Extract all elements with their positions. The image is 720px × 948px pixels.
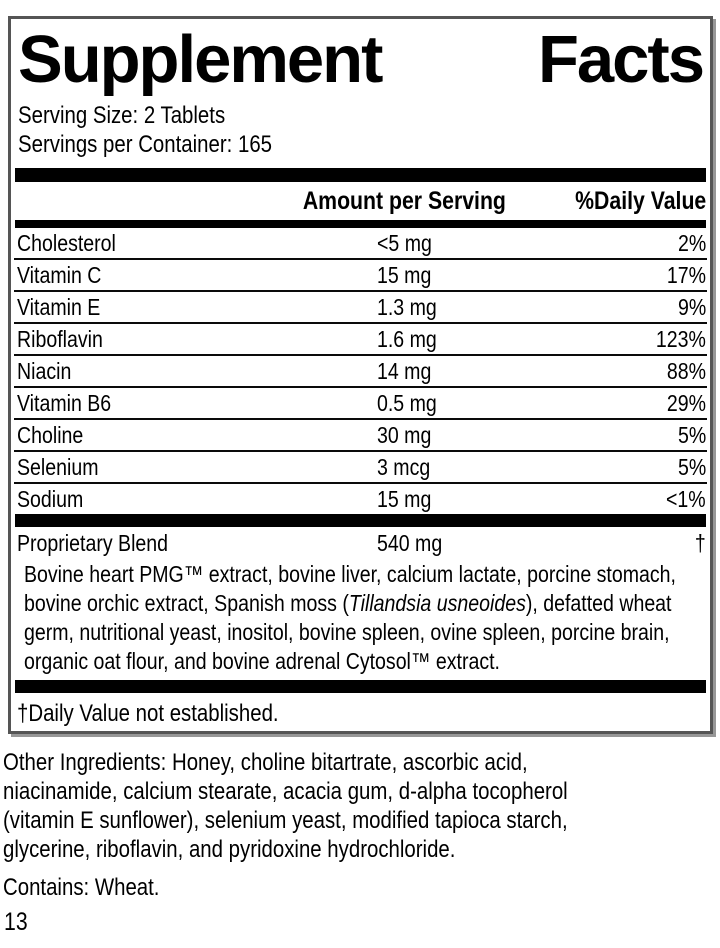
nutrient-table: [14, 228, 707, 514]
proprietary-blend-row: [14, 527, 707, 559]
nutrient-amount: 15 mg: [377, 261, 432, 288]
nutrient-amount: 15 mg: [377, 485, 432, 512]
nutrient-name: Vitamin E: [17, 293, 101, 320]
nutrient-row: [14, 356, 707, 388]
serving-info: [18, 101, 707, 159]
page-number: 13: [4, 908, 28, 936]
nutrient-row: [14, 324, 707, 356]
nutrient-row: [14, 388, 707, 420]
panel-title: [14, 21, 707, 97]
column-header-amount: Amount per Serving: [302, 186, 506, 215]
nutrient-amount: 0.5 mg: [377, 389, 437, 416]
nutrient-daily-value: 9%: [677, 293, 706, 320]
servings-per-container: Servings per Container: 165: [18, 131, 273, 158]
nutrient-name: Niacin: [17, 357, 72, 384]
proprietary-dagger: †: [695, 529, 706, 556]
other-ingredients: Other Ingredients: Honey, choline bitartrate, ascorbic acid, niacinamide, calcium stearate, acacia gum, d-alpha tocopherol (vitamin E sunflower), selenium yeast, modified tapioca starch, glycerine, riboflavin, and pyridoxine hydrochloride.: [3, 749, 568, 863]
blend-text-before: Bovine heart PMG™ extract, bovine liver, calcium lactate, porcine stomach, bovine orchic extract, Spanish moss (: [24, 561, 676, 616]
nutrient-row: [14, 260, 707, 292]
thick-rule-top: [15, 168, 706, 182]
nutrient-name: Riboflavin: [17, 325, 103, 352]
nutrient-row: [14, 420, 707, 452]
nutrient-row: [14, 484, 707, 514]
nutrient-daily-value: <1%: [666, 485, 706, 512]
nutrient-daily-value: 2%: [677, 229, 706, 256]
nutrient-daily-value: 5%: [677, 453, 706, 480]
nutrient-amount: 3 mcg: [377, 453, 431, 480]
nutrient-name: Choline: [17, 421, 84, 448]
thick-rule-header: [15, 220, 706, 228]
nutrient-name: Proprietary Blend: [17, 529, 169, 556]
nutrient-name: Vitamin B6: [17, 389, 112, 416]
nutrient-row: [14, 228, 707, 260]
nutrient-name: Vitamin C: [17, 261, 102, 288]
title-word-facts: Facts: [537, 22, 703, 97]
serving-size: Serving Size: 2 Tablets: [18, 102, 226, 129]
nutrient-daily-value: 88%: [666, 357, 706, 384]
nutrient-daily-value: 17%: [666, 261, 706, 288]
nutrient-name: Cholesterol: [17, 229, 116, 256]
title-word-supplement: Supplement: [18, 22, 382, 97]
blend-description: [24, 560, 713, 676]
nutrient-row: [14, 292, 707, 324]
nutrient-amount: 1.6 mg: [377, 325, 437, 352]
column-header-daily-value: %Daily Value: [574, 186, 706, 215]
thick-rule-footnote: [15, 680, 706, 693]
nutrient-daily-value: 123%: [655, 325, 706, 352]
nutrient-daily-value: 29%: [666, 389, 706, 416]
blend-text-after: ), defatted wheat germ, nutritional yeast, inositol, bovine spleen, ovine spleen, porcine brain, organic oat flour, and bovine adrenal Cytosol™ extract.: [24, 590, 672, 674]
nutrient-amount: 30 mg: [377, 421, 432, 448]
allergen-statement: Contains: Wheat.: [3, 874, 160, 901]
thick-rule-proprietary: [15, 514, 706, 527]
nutrient-amount: 540 mg: [377, 529, 443, 556]
nutrient-amount: 14 mg: [377, 357, 432, 384]
daily-value-footnote: †Daily Value not established.: [17, 700, 279, 727]
nutrient-row: [14, 452, 707, 484]
nutrient-daily-value: 5%: [677, 421, 706, 448]
column-headers: [14, 182, 707, 220]
nutrient-name: Selenium: [17, 453, 99, 480]
supplement-facts-panel: [8, 16, 713, 734]
nutrient-amount: 1.3 mg: [377, 293, 437, 320]
blend-species-italic: Tillandsia usneoides: [348, 590, 526, 616]
nutrient-amount: <5 mg: [377, 229, 432, 256]
nutrient-name: Sodium: [17, 485, 84, 512]
